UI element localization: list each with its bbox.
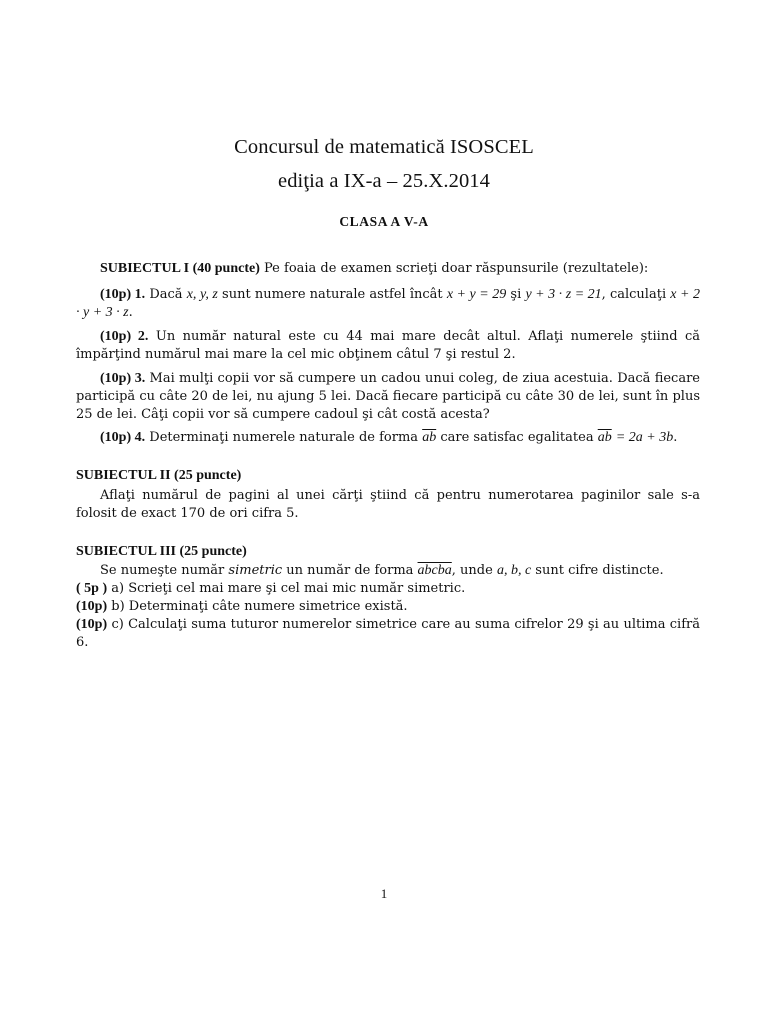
problem-4-text-a: Determinaţi numerele naturale de forma <box>149 430 419 445</box>
page-number: 1 <box>380 886 388 901</box>
problem-1-text-e: . <box>128 305 133 320</box>
subject-3-text-c: , unde <box>451 563 493 578</box>
problem-4-equation: = 2a + 3b <box>615 430 674 445</box>
subject-3-word-simetric: simetric <box>228 563 283 578</box>
problem-1-text-a: Dacă <box>149 287 183 302</box>
problem-1-vars: x, y, z <box>186 287 218 302</box>
problem-2-points: (10p) 2. <box>100 329 149 344</box>
subject-3-form: abcba <box>417 563 452 578</box>
subject-3-text-a: Se numeşte număr <box>100 563 225 578</box>
subject-3-part-b <box>76 598 700 616</box>
subject-2-text: Aflaţi numărul de pagini al unei cărţi ştiind că pentru numerotarea paginilor sale s-a folosit de exact 170 de ori cifra 5. <box>76 488 700 521</box>
part-c-text: c) Calculaţi suma tuturor numerelor simetrice care au suma cifrelor 29 şi au ultima cifră 6. <box>76 617 700 650</box>
problem-1-expression: x + 2 · y + 3 · z <box>76 287 700 320</box>
problem-1-text-c: şi <box>510 287 522 302</box>
problem-4-points: (10p) 4. <box>100 430 146 445</box>
problem-1-text-b: sunt numere naturale astfel încât <box>222 287 443 302</box>
subject-3-part-a <box>76 580 700 598</box>
subject-1-intro <box>76 260 700 278</box>
document-title: Concursul de matematică ISOSCEL <box>234 136 534 158</box>
problem-1-equation-2: y + 3 · z = 21 <box>525 287 602 302</box>
subject-3-vars: a, b, c <box>496 563 532 578</box>
subject-3-text-b: un număr de forma <box>286 563 414 578</box>
problem-4-text-b: care satisfac egalitatea <box>440 430 594 445</box>
subject-3-heading-line <box>76 543 700 561</box>
document-subtitle: ediţia a IX-a – 25.X.2014 <box>278 170 490 192</box>
part-b-points: (10p) <box>76 599 108 614</box>
problem-3-points: (10p) 3. <box>100 371 146 386</box>
problem-1-points: (10p) 1. <box>100 287 146 302</box>
subject-3-text-d: sunt cifre distincte. <box>535 563 664 578</box>
subject-2-heading: SUBIECTUL II (25 puncte) <box>76 468 242 483</box>
problem-4-text-c: . <box>673 430 678 445</box>
problem-2 <box>76 328 700 364</box>
part-b-text: b) Determinaţi câte numere simetrice există. <box>111 599 408 614</box>
subject-2-heading-line <box>76 467 700 485</box>
problem-1-text-d: , calculaţi <box>601 287 667 302</box>
problem-1-equation-1: x + y = 29 <box>446 287 507 302</box>
subject-1-heading: SUBIECTUL I (40 puncte) <box>100 261 260 276</box>
problem-4-ab: $\overline{ab}$ <box>422 430 437 445</box>
problem-4-ab-eq: $\overline{ab}$ <box>597 430 612 445</box>
problem-2-text: Un număr natural este cu 44 mai mare decât altul. Aflaţi numerele ştiind că împărţind numărul mai mare la cel mic obţinem câtul 7 şi restul 2. <box>76 329 700 362</box>
part-c-points: (10p) <box>76 617 108 632</box>
part-a-points: ( 5p ) <box>76 581 108 596</box>
problem-3 <box>76 370 700 424</box>
subject-3-intro <box>76 562 700 580</box>
problem-4 <box>76 429 700 447</box>
class-heading: CLASA A V-A <box>339 214 429 229</box>
part-a-text: a) Scrieţi cel mai mare şi cel mai mic număr simetric. <box>111 581 466 596</box>
subject-3-heading: SUBIECTUL III (25 puncte) <box>76 544 247 559</box>
problem-3-text: Mai mulţi copii vor să cumpere un cadou unui coleg, de ziua acestuia. Dacă fiecare participă cu câte 20 de lei, nu ajung 5 lei. Dacă fiecare participă cu câte 30 de lei, sunt în plus 25 de lei. Câţi copii vor să cumpere cadoul şi cât costă acesta? <box>76 371 700 422</box>
problem-1 <box>76 286 700 322</box>
subject-1-instructions: Pe foaia de examen scrieţi doar răspunsurile (rezultatele): <box>264 261 649 276</box>
subject-3-part-c <box>76 616 700 652</box>
